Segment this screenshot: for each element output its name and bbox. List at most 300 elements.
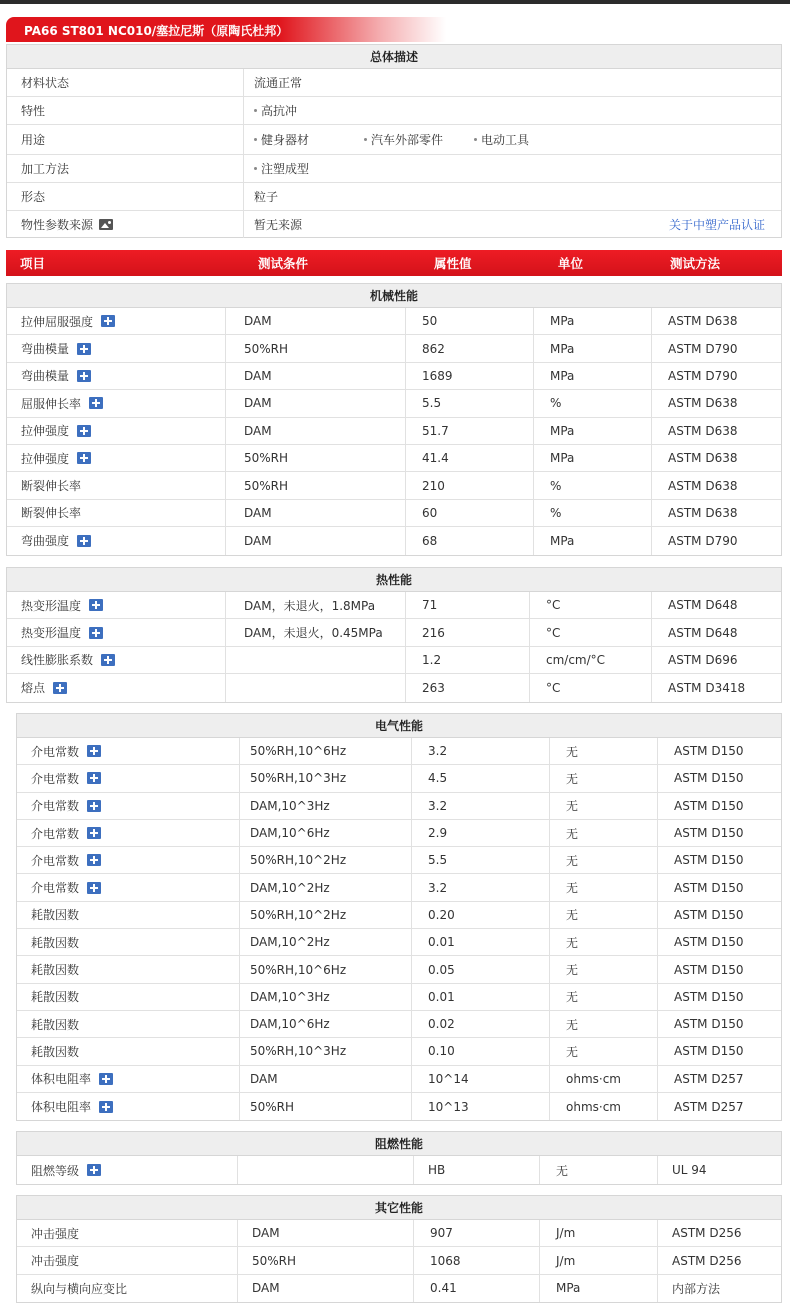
property-name (17, 1156, 237, 1184)
property-row (7, 335, 781, 362)
overview-label (21, 183, 45, 210)
property-name-text: 介电常数 (31, 881, 80, 896)
test-condition (237, 1156, 413, 1184)
property-row (17, 1247, 781, 1274)
property-value (411, 847, 549, 873)
expand-plus-icon[interactable] (87, 772, 101, 784)
property-row (17, 1066, 781, 1093)
property-name (7, 647, 225, 673)
property-value (411, 1066, 549, 1092)
property-row (17, 1038, 781, 1065)
test-method (657, 820, 781, 846)
property-unit-text: ohms·cm (566, 1099, 621, 1114)
property-unit (549, 902, 657, 928)
expand-plus-icon[interactable] (87, 827, 101, 839)
test-condition (239, 956, 411, 982)
section-panel (6, 567, 782, 703)
overview-value (243, 97, 297, 124)
test-condition-text: DAM,10^6Hz (250, 1017, 330, 1032)
property-unit (549, 1093, 657, 1120)
property-name (7, 418, 225, 444)
col-value: 属性值 (434, 256, 472, 271)
test-condition-text: 50%RH (252, 1253, 297, 1268)
property-value-text: 210 (422, 478, 445, 493)
property-value-text: 0.41 (430, 1281, 457, 1296)
expand-plus-icon[interactable] (53, 682, 67, 694)
overview-value-item (254, 160, 309, 177)
property-row (7, 363, 781, 390)
property-value (411, 984, 549, 1010)
overview-value-item (364, 131, 474, 148)
property-unit-text: °C (546, 598, 561, 613)
property-unit (549, 984, 657, 1010)
test-method-text: ASTM D790 (668, 368, 738, 383)
expand-plus-icon[interactable] (87, 882, 101, 894)
property-value-text: 1.2 (422, 652, 442, 667)
property-value (413, 1247, 539, 1273)
overview-value-item (474, 131, 529, 148)
test-method (657, 765, 781, 791)
property-name (17, 847, 239, 873)
expand-plus-icon[interactable] (77, 370, 91, 382)
test-method (651, 445, 781, 471)
test-condition-text: 50%RH (250, 1099, 295, 1114)
property-value (411, 1011, 549, 1037)
property-name (7, 363, 225, 389)
property-unit-text: J/m (556, 1226, 576, 1241)
property-value (413, 1275, 539, 1302)
property-row (17, 847, 781, 874)
property-name-text: 弯曲模量 (21, 369, 70, 384)
test-method (651, 363, 781, 389)
property-name-text: 弯曲模量 (21, 342, 70, 357)
property-name (7, 674, 225, 701)
section-panel (16, 1195, 782, 1303)
test-condition (225, 619, 405, 645)
expand-plus-icon[interactable] (101, 315, 115, 327)
test-method-text: ASTM D150 (674, 989, 744, 1004)
property-value-text: 0.10 (428, 1044, 455, 1059)
property-unit-text: cm/cm/°C (546, 652, 606, 667)
property-value (405, 619, 529, 645)
overview-label-text: 材料状态 (21, 76, 70, 90)
test-method (651, 390, 781, 416)
property-value-text: 216 (422, 625, 445, 640)
test-condition-text: 50%RH (244, 341, 289, 356)
test-method (657, 874, 781, 900)
test-condition (239, 984, 411, 1010)
property-unit-text: 无 (566, 881, 579, 896)
test-method-text: ASTM D150 (674, 880, 744, 895)
property-unit (539, 1220, 657, 1246)
property-name-text: 冲击强度 (31, 1226, 80, 1241)
property-row (17, 1093, 781, 1120)
property-name-text: 耗散因数 (31, 935, 80, 950)
test-method (651, 418, 781, 444)
property-value-text: HB (428, 1163, 446, 1177)
property-value (405, 363, 533, 389)
property-value (411, 765, 549, 791)
col-item: 项目 (20, 256, 46, 271)
property-unit (549, 847, 657, 873)
expand-plus-icon[interactable] (89, 627, 103, 639)
test-condition-text: DAM (244, 505, 272, 520)
test-method-text: ASTM D150 (674, 1044, 744, 1059)
overview-value-text: 粒子 (254, 190, 279, 204)
property-row (17, 820, 781, 847)
test-condition (239, 847, 411, 873)
expand-plus-icon[interactable] (87, 745, 101, 757)
test-method-text: ASTM D150 (674, 798, 744, 813)
property-unit-text: ohms·cm (566, 1071, 621, 1086)
property-unit (549, 1011, 657, 1037)
property-row (17, 956, 781, 983)
test-condition (239, 874, 411, 900)
expand-plus-icon[interactable] (87, 800, 101, 812)
test-condition (239, 902, 411, 928)
test-method (657, 984, 781, 1010)
property-name (7, 308, 225, 334)
overview-row (7, 69, 781, 97)
property-name-text: 冲击强度 (31, 1254, 80, 1269)
property-value-text: 5.5 (428, 853, 448, 868)
property-value (405, 418, 533, 444)
test-condition (225, 472, 405, 498)
property-unit-text: 无 (566, 771, 579, 786)
test-condition (225, 445, 405, 471)
col-method: 测试方法 (670, 256, 721, 271)
test-method (651, 527, 781, 554)
test-condition (239, 1093, 411, 1120)
property-name (7, 619, 225, 645)
property-name (17, 1093, 239, 1120)
overview-heading: 总体描述 (7, 45, 781, 69)
property-row (17, 1275, 781, 1302)
section-heading: 机械性能 (7, 284, 781, 308)
test-condition-text: DAM,10^2Hz (250, 880, 330, 895)
property-unit-text: 无 (566, 853, 579, 868)
expand-plus-icon[interactable] (77, 535, 91, 547)
test-condition-text: DAM,10^6Hz (250, 826, 330, 841)
test-method (651, 335, 781, 361)
section-heading: 其它性能 (17, 1196, 781, 1220)
property-row (17, 984, 781, 1011)
property-value-text: 263 (422, 680, 445, 695)
property-name-text: 弯曲强度 (21, 534, 70, 549)
property-unit (539, 1247, 657, 1273)
overview-label (21, 69, 69, 96)
bullet-icon (254, 167, 257, 170)
test-method-text: UL 94 (672, 1163, 707, 1177)
expand-plus-icon[interactable] (89, 599, 103, 611)
property-name (7, 445, 225, 471)
property-value (405, 674, 529, 701)
test-method (657, 847, 781, 873)
property-unit-text: 无 (556, 1163, 569, 1178)
property-unit (529, 674, 651, 701)
test-method-text: ASTM D790 (668, 341, 738, 356)
property-name (17, 765, 239, 791)
property-value (405, 390, 533, 416)
property-name (7, 592, 225, 618)
property-name (17, 1038, 239, 1064)
property-unit-text: 无 (566, 908, 579, 923)
overview-row (7, 183, 781, 211)
property-unit-text: MPa (550, 368, 575, 383)
property-name (17, 902, 239, 928)
overview-value-item (254, 102, 297, 119)
expand-plus-icon[interactable] (77, 452, 91, 464)
test-method-text: ASTM D150 (674, 771, 744, 786)
property-unit-text: MPa (550, 451, 575, 466)
overview-value (243, 125, 529, 154)
property-unit (533, 390, 651, 416)
expand-plus-icon[interactable] (99, 1101, 113, 1113)
test-condition (239, 1066, 411, 1092)
property-unit-text: % (550, 478, 562, 493)
property-value (405, 335, 533, 361)
expand-plus-icon[interactable] (87, 1164, 101, 1176)
property-name-text: 纵向与横向应变比 (31, 1281, 128, 1296)
property-name-text: 耗散因数 (31, 908, 80, 923)
property-value-text: 3.2 (428, 798, 448, 813)
property-value (411, 738, 549, 764)
property-value (413, 1220, 539, 1246)
bullet-icon (254, 138, 257, 141)
property-unit-text: % (550, 396, 562, 411)
property-row (17, 738, 781, 765)
expand-plus-icon[interactable] (101, 654, 115, 666)
test-method (657, 1275, 781, 1302)
test-condition-text: DAM，未退火，1.8MPa (244, 598, 376, 613)
test-method (657, 1247, 781, 1273)
column-header-bar (6, 250, 782, 276)
expand-plus-icon[interactable] (87, 854, 101, 866)
property-unit-text: 无 (566, 990, 579, 1005)
property-name-text: 阻燃等级 (31, 1163, 80, 1178)
property-unit (539, 1275, 657, 1302)
property-value (405, 500, 533, 526)
property-value (405, 592, 529, 618)
property-unit (549, 793, 657, 819)
test-condition-text: DAM (252, 1226, 280, 1241)
test-condition (225, 527, 405, 554)
property-row (17, 765, 781, 792)
test-method-text: ASTM D150 (674, 935, 744, 950)
property-unit (533, 527, 651, 554)
test-method (651, 647, 781, 673)
property-value-text: 1068 (430, 1253, 461, 1268)
test-method-text: ASTM D256 (672, 1253, 742, 1268)
test-method (657, 793, 781, 819)
property-unit-text: 无 (566, 1044, 579, 1059)
overview-label (21, 155, 69, 182)
property-value-text: 0.01 (428, 935, 455, 950)
property-unit-text: J/m (556, 1253, 576, 1268)
property-value (411, 1038, 549, 1064)
property-unit (549, 738, 657, 764)
product-certification-link[interactable]: 关于中塑产品认证 (668, 218, 765, 232)
test-method (651, 674, 781, 701)
test-condition-text: DAM (244, 368, 272, 383)
test-method (657, 1066, 781, 1092)
property-value-text: 10^13 (428, 1099, 469, 1114)
property-unit (533, 472, 651, 498)
overview-row (7, 97, 781, 125)
test-condition-text: DAM (250, 1071, 278, 1086)
property-value-text: 0.01 (428, 989, 455, 1004)
overview-value-text: 电动工具 (481, 133, 530, 147)
overview-value-item (254, 188, 278, 205)
test-method-text: ASTM D150 (674, 826, 744, 841)
overview-value-item (254, 74, 302, 91)
property-name (17, 738, 239, 764)
test-condition-text: DAM (244, 396, 272, 411)
test-method (651, 592, 781, 618)
overview-label-text: 形态 (21, 190, 46, 204)
property-unit-text: 无 (566, 826, 579, 841)
test-condition-text: DAM (244, 423, 272, 438)
image-icon (99, 219, 113, 230)
property-name (17, 1220, 237, 1246)
property-value-text: 5.5 (422, 396, 442, 411)
test-condition (225, 308, 405, 334)
property-value (411, 874, 549, 900)
property-value (413, 1156, 539, 1184)
property-row (7, 527, 781, 554)
product-title: PA66 ST801 NC010/塞拉尼斯（原陶氏杜邦） (24, 24, 289, 38)
test-condition-text: 50%RH,10^6Hz (250, 744, 347, 759)
property-value-text: 3.2 (428, 880, 448, 895)
property-value (411, 956, 549, 982)
test-condition (239, 1038, 411, 1064)
property-row (17, 1220, 781, 1247)
expand-plus-icon[interactable] (77, 343, 91, 355)
property-row (17, 1011, 781, 1038)
test-method (657, 1156, 781, 1184)
property-unit-text: MPa (550, 533, 575, 548)
property-name (17, 1275, 237, 1302)
property-name-text: 耗散因数 (31, 1044, 80, 1059)
property-unit-text: MPa (550, 423, 575, 438)
property-unit (549, 765, 657, 791)
property-unit-text: 无 (566, 799, 579, 814)
test-method-text: ASTM D150 (674, 744, 744, 759)
test-condition-text: DAM,10^2Hz (250, 935, 330, 950)
test-condition-text: DAM (244, 314, 272, 329)
test-condition (225, 592, 405, 618)
property-unit (539, 1156, 657, 1184)
property-value (411, 902, 549, 928)
test-method-text: ASTM D638 (668, 314, 738, 329)
expand-plus-icon[interactable] (89, 397, 103, 409)
test-method-text: ASTM D150 (674, 853, 744, 868)
section-heading: 电气性能 (17, 714, 781, 738)
overview-value-item (254, 216, 302, 233)
property-row (7, 500, 781, 527)
test-condition (237, 1220, 413, 1246)
overview-value-text: 健身器材 (261, 133, 310, 147)
property-unit (549, 929, 657, 955)
overview-value (243, 183, 278, 210)
overview-label (21, 211, 113, 238)
section-panel (16, 1131, 782, 1185)
test-condition (239, 738, 411, 764)
property-unit (549, 1038, 657, 1064)
overview-value (243, 69, 302, 96)
test-condition (225, 418, 405, 444)
test-method (657, 1220, 781, 1246)
property-row (7, 445, 781, 472)
overview-value-text: 流通正常 (254, 76, 303, 90)
property-value (405, 647, 529, 673)
property-unit-text: 无 (566, 744, 579, 759)
property-row (17, 902, 781, 929)
test-method-text: 内部方法 (672, 1281, 721, 1296)
bullet-icon (474, 138, 477, 141)
bullet-icon (254, 109, 257, 112)
property-unit (529, 592, 651, 618)
test-method (657, 902, 781, 928)
test-condition (239, 1011, 411, 1037)
test-method (657, 1038, 781, 1064)
property-name-text: 热变形温度 (21, 598, 82, 613)
test-method-text: ASTM D638 (668, 396, 738, 411)
test-method-text: ASTM D638 (668, 505, 738, 520)
property-name (17, 1066, 239, 1092)
property-value-text: 0.20 (428, 907, 455, 922)
section-heading: 阻燃性能 (17, 1132, 781, 1156)
property-value-text: 2.9 (428, 826, 448, 841)
property-unit (549, 1066, 657, 1092)
property-name-text: 介电常数 (31, 771, 80, 786)
test-method-text: ASTM D638 (668, 478, 738, 493)
test-condition-text: 50%RH,10^3Hz (250, 771, 347, 786)
property-value-text: 71 (422, 598, 438, 613)
test-condition (239, 929, 411, 955)
product-title-tab (6, 17, 446, 42)
test-method-text: ASTM D257 (674, 1071, 744, 1086)
property-name (17, 956, 239, 982)
test-method-text: ASTM D3418 (668, 680, 746, 695)
test-condition-text: 50%RH,10^2Hz (250, 907, 347, 922)
expand-plus-icon[interactable] (77, 425, 91, 437)
test-method (657, 1011, 781, 1037)
property-value (411, 929, 549, 955)
test-condition (239, 765, 411, 791)
test-method (657, 956, 781, 982)
property-name (7, 390, 225, 416)
test-condition-text: 50%RH (244, 451, 289, 466)
property-row (17, 793, 781, 820)
overview-value-text: 注塑成型 (261, 162, 310, 176)
property-unit (533, 500, 651, 526)
property-unit-text: 无 (566, 935, 579, 950)
property-value-text: 10^14 (428, 1071, 469, 1086)
property-name-text: 断裂伸长率 (21, 506, 82, 521)
overview-label (21, 97, 45, 124)
test-method (651, 619, 781, 645)
expand-plus-icon[interactable] (99, 1073, 113, 1085)
property-name-text: 耗散因数 (31, 963, 80, 978)
property-value (411, 793, 549, 819)
property-value (405, 445, 533, 471)
section-panel (16, 713, 782, 1121)
property-row (17, 874, 781, 901)
property-name-text: 热变形温度 (21, 626, 82, 641)
overview-label-text: 特性 (21, 104, 46, 118)
property-value-text: 862 (422, 341, 445, 356)
